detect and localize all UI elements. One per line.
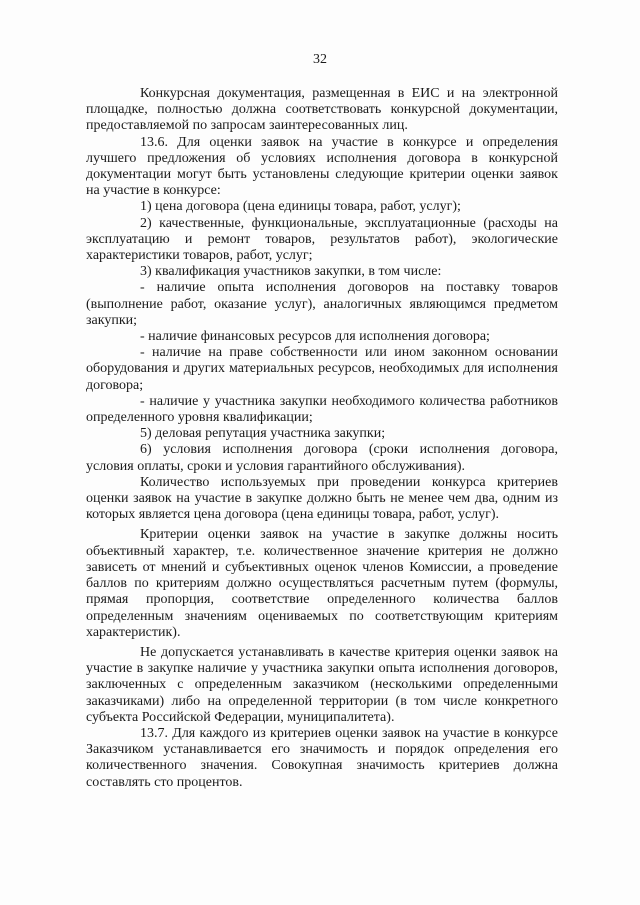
criterion-price: 1) цена договора (цена единицы товара, работ, услуг); <box>140 199 461 215</box>
sub-criterion-staff: - наличие у участника закупки необходимого количества работников определенного уровня квалификации; <box>86 393 558 426</box>
sub-criterion-equipment: - наличие на праве собственности или ином законном основании оборудования и других материальных ресурсов, необходимых для исполнения договора; <box>86 345 558 393</box>
paragraph-criteria-count: Количество используемых при проведении конкурса критериев оценки заявок на участие в закупке должно быть не менее чем два, одним из которых является цена договора (цена единицы товара, работ, услуг). <box>86 474 558 523</box>
paragraph-13-6: 13.6. Для оценки заявок на участие в конкурсе и определения лучшего предложения об условиях исполнения договора в конкурсной документации могут быть установлены следующие критерии оценки заявок на участие в конкурсе: <box>86 134 558 199</box>
criterion-qualification: 3) квалификация участников закупки, в том числе: <box>140 264 442 280</box>
document-body <box>86 86 558 791</box>
criterion-conditions: 6) условия исполнения договора (сроки исполнения договора, условия оплаты, сроки и условия гарантийного обслуживания). <box>86 442 558 474</box>
criterion-quality: 2) качественные, функциональные, эксплуатационные (расходы на эксплуатацию и ремонт товаров, результатов работ), экологические характеристики товаров, работ, услуг; <box>86 215 558 264</box>
sub-criterion-finance: - наличие финансовых ресурсов для исполнения договора; <box>140 329 490 345</box>
paragraph-documentation: Конкурсная документация, размещенная в ЕИС и на электронной площадке, полностью должна соответствовать конкурсной документации, предоставляемой по запросам заинтересованных лиц. <box>86 86 558 134</box>
page-number: 32 <box>313 52 327 67</box>
sub-criterion-experience: - наличие опыта исполнения договоров на поставку товаров (выполнение работ, оказание услуг), аналогичных являющимся предметом закупки; <box>86 280 558 328</box>
paragraph-13-7: 13.7. Для каждого из критериев оценки заявок на участие в конкурсе Заказчиком устанавливается его значимость и порядок определения его количественного значения. Совокупная значимость критериев должна составлять сто процентов. <box>86 725 558 790</box>
paragraph-prohibition: Не допускается устанавливать в качестве критерия оценки заявок на участие в закупке наличие у участника закупки опыта исполнения договоров, заключенных с определенным заказчиком (несколькими определенными заказчиками) либо на определенной территории (в том числе конкретного субъекта Российской Федерации, муниципалитета). <box>86 644 558 725</box>
paragraph-criteria-objective: Критерии оценки заявок на участие в закупке должны носить объективный характер, т.е. количественное значение критерия не должно зависеть от мнений и субъективных оценок членов Комиссии, а проведение баллов по критериям должно осуществляться расчетным путем (формулы, прямая пропорция, соответствие определенного количества баллов определенным значениям оцениваемых по соответствующим критериям характеристик). <box>86 527 558 640</box>
criterion-reputation: 5) деловая репутация участника закупки; <box>140 426 386 442</box>
